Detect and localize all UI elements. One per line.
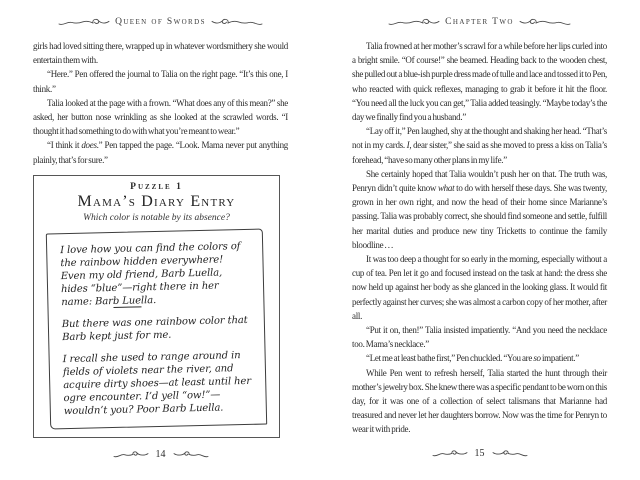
page-footer-right (352, 448, 607, 459)
left-page-body (33, 39, 288, 167)
paragraph (352, 351, 607, 365)
text-run: impatient.” (540, 353, 579, 364)
page-number: 15 (474, 447, 485, 459)
page-right (352, 0, 607, 480)
text-run: so (533, 353, 541, 364)
vine-flourish-icon (173, 450, 209, 459)
text-run: “I think it (47, 140, 82, 151)
text-run: does (81, 140, 97, 151)
paragraph (352, 323, 607, 351)
text-run: lla. (140, 294, 157, 307)
text-run: I (406, 140, 410, 151)
paragraph (33, 39, 288, 67)
text-run: “Lay off it,” Pen laughed, shy at the thought and shaking her head. “That’s not in my cards. (352, 126, 607, 151)
text-run: to do with herself these days. She was twenty, grown in her own right, and now the head of their home since Marianne’s passing. Talia was probably correct, she should find someone and settle, fulfill her marital duties and produce new tiny Tricketts to continue the family bloodline . . . (352, 183, 607, 250)
paragraph (352, 39, 607, 124)
text-run: I love how you can find the colors of the rainbow hidden everywhere! Even my old friend, Barb Luella, hides “blue”—right there in her name: Bar (60, 240, 241, 308)
vine-flourish-icon (432, 449, 468, 458)
paragraph (63, 349, 253, 418)
text-run: She certainly hoped that Talia wouldn’t push her on that. The truth was, Penryn didn’t quite know (352, 168, 607, 194)
paragraph (352, 366, 607, 437)
scroll-flourish-icon (58, 17, 110, 27)
puzzle-box (33, 175, 280, 438)
running-header-right (352, 17, 607, 27)
scroll-flourish-icon (211, 17, 263, 27)
text-run: girls had loved sitting there, wrapped up in whatever wordsmithery she would entertain them with. (33, 41, 288, 66)
running-header-left (33, 17, 288, 27)
puzzle-title: Mama’s Diary Entry (77, 192, 236, 210)
page-footer-left (33, 449, 288, 460)
scroll-flourish-icon (519, 17, 571, 27)
text-run: It was too deep a thought for so early in the morning, especially without a cup of tea. Pen let it go and focused instead on the task at hand: the dress she now held up against her body as she glanced in the looking glass. It would fit perfectly against her curves; she was almost a carbon copy of her mother, after all. (352, 254, 607, 321)
paragraph (62, 314, 252, 344)
text-run: .” Pen tapped the page. “Look. Mama never put anything plainly, that’s for sure.” (33, 140, 289, 165)
paragraph (352, 124, 607, 167)
vine-flourish-icon (113, 450, 149, 459)
text-run: b Lue (112, 295, 142, 307)
puzzle-kicker: Puzzle 1 (130, 181, 183, 192)
page-left (33, 0, 288, 480)
vine-flourish-icon (492, 449, 528, 458)
diary-note (46, 228, 267, 429)
paragraph (352, 252, 607, 323)
paragraph (60, 240, 250, 309)
text-run: Talia frowned at her mother’s scrawl for a while before her lips curled into a bright smile. “Of course!” she beamed. Heading back to the wooden chest, she pulled out a blue-ish purple dress made of tulle and lace and tossed it to Pen, who reacted with quick reflexes, managing to grab it before it hit the floor. “You need all the luck you can get,” Talia added teasingly. “Maybe today’s the day we finally find you a husband.” (352, 41, 607, 123)
paragraph (33, 67, 288, 95)
text-run: what (437, 183, 455, 194)
text-run: Talia looked at the page with a frown. “What does any of this mean?” she asked, her button nose wrinkling as she looked at the scrawled words. “I thought it had something to do with what you’re meant to wear.” (33, 97, 288, 137)
chapter-title: Chapter Two (445, 17, 514, 27)
right-page-body (352, 39, 607, 437)
text-run: “Put it on, then!” Talia insisted impatiently. “And you need the necklace too. Mama’s necklace.” (352, 325, 607, 350)
text-run: While Pen went to refresh herself, Talia started the hunt through their mother’s jewelry box. She knew there was a specific pendant to be worn on this day, for it was one of a collection of select talismans that Marianne had treasured and never let her daughters borrow. Now was the time for Penryn to wear it with pride. (352, 367, 607, 435)
book-title: Queen of Swords (115, 17, 206, 27)
text-run: “Let me at least bathe first,” Pen chuckled. “You are (366, 353, 534, 364)
text-run: “Here.” Pen offered the journal to Talia on the right page. “It’s this one, I think.” (33, 69, 288, 94)
paragraph (352, 167, 607, 252)
scroll-flourish-icon (388, 17, 440, 27)
puzzle-subtitle: Which color is notable by its absence? (83, 212, 230, 223)
text-run: , dear sister,” she said as she moved to press a kiss on Talia’s forehead, “have so many other plans in my life.” (352, 140, 607, 165)
text-run: I recall she used to range around in fields of violets near the river, and acquire dirty shoes—at least until her ogre encounter. I’d yell “ow!”—wouldn’t you? Poor Barb Luella. (62, 349, 252, 417)
paragraph (33, 96, 288, 139)
paragraph (33, 138, 288, 166)
page-number: 14 (155, 448, 166, 460)
text-run: But there was one rainbow color that Barb kept just for me. (61, 314, 248, 343)
